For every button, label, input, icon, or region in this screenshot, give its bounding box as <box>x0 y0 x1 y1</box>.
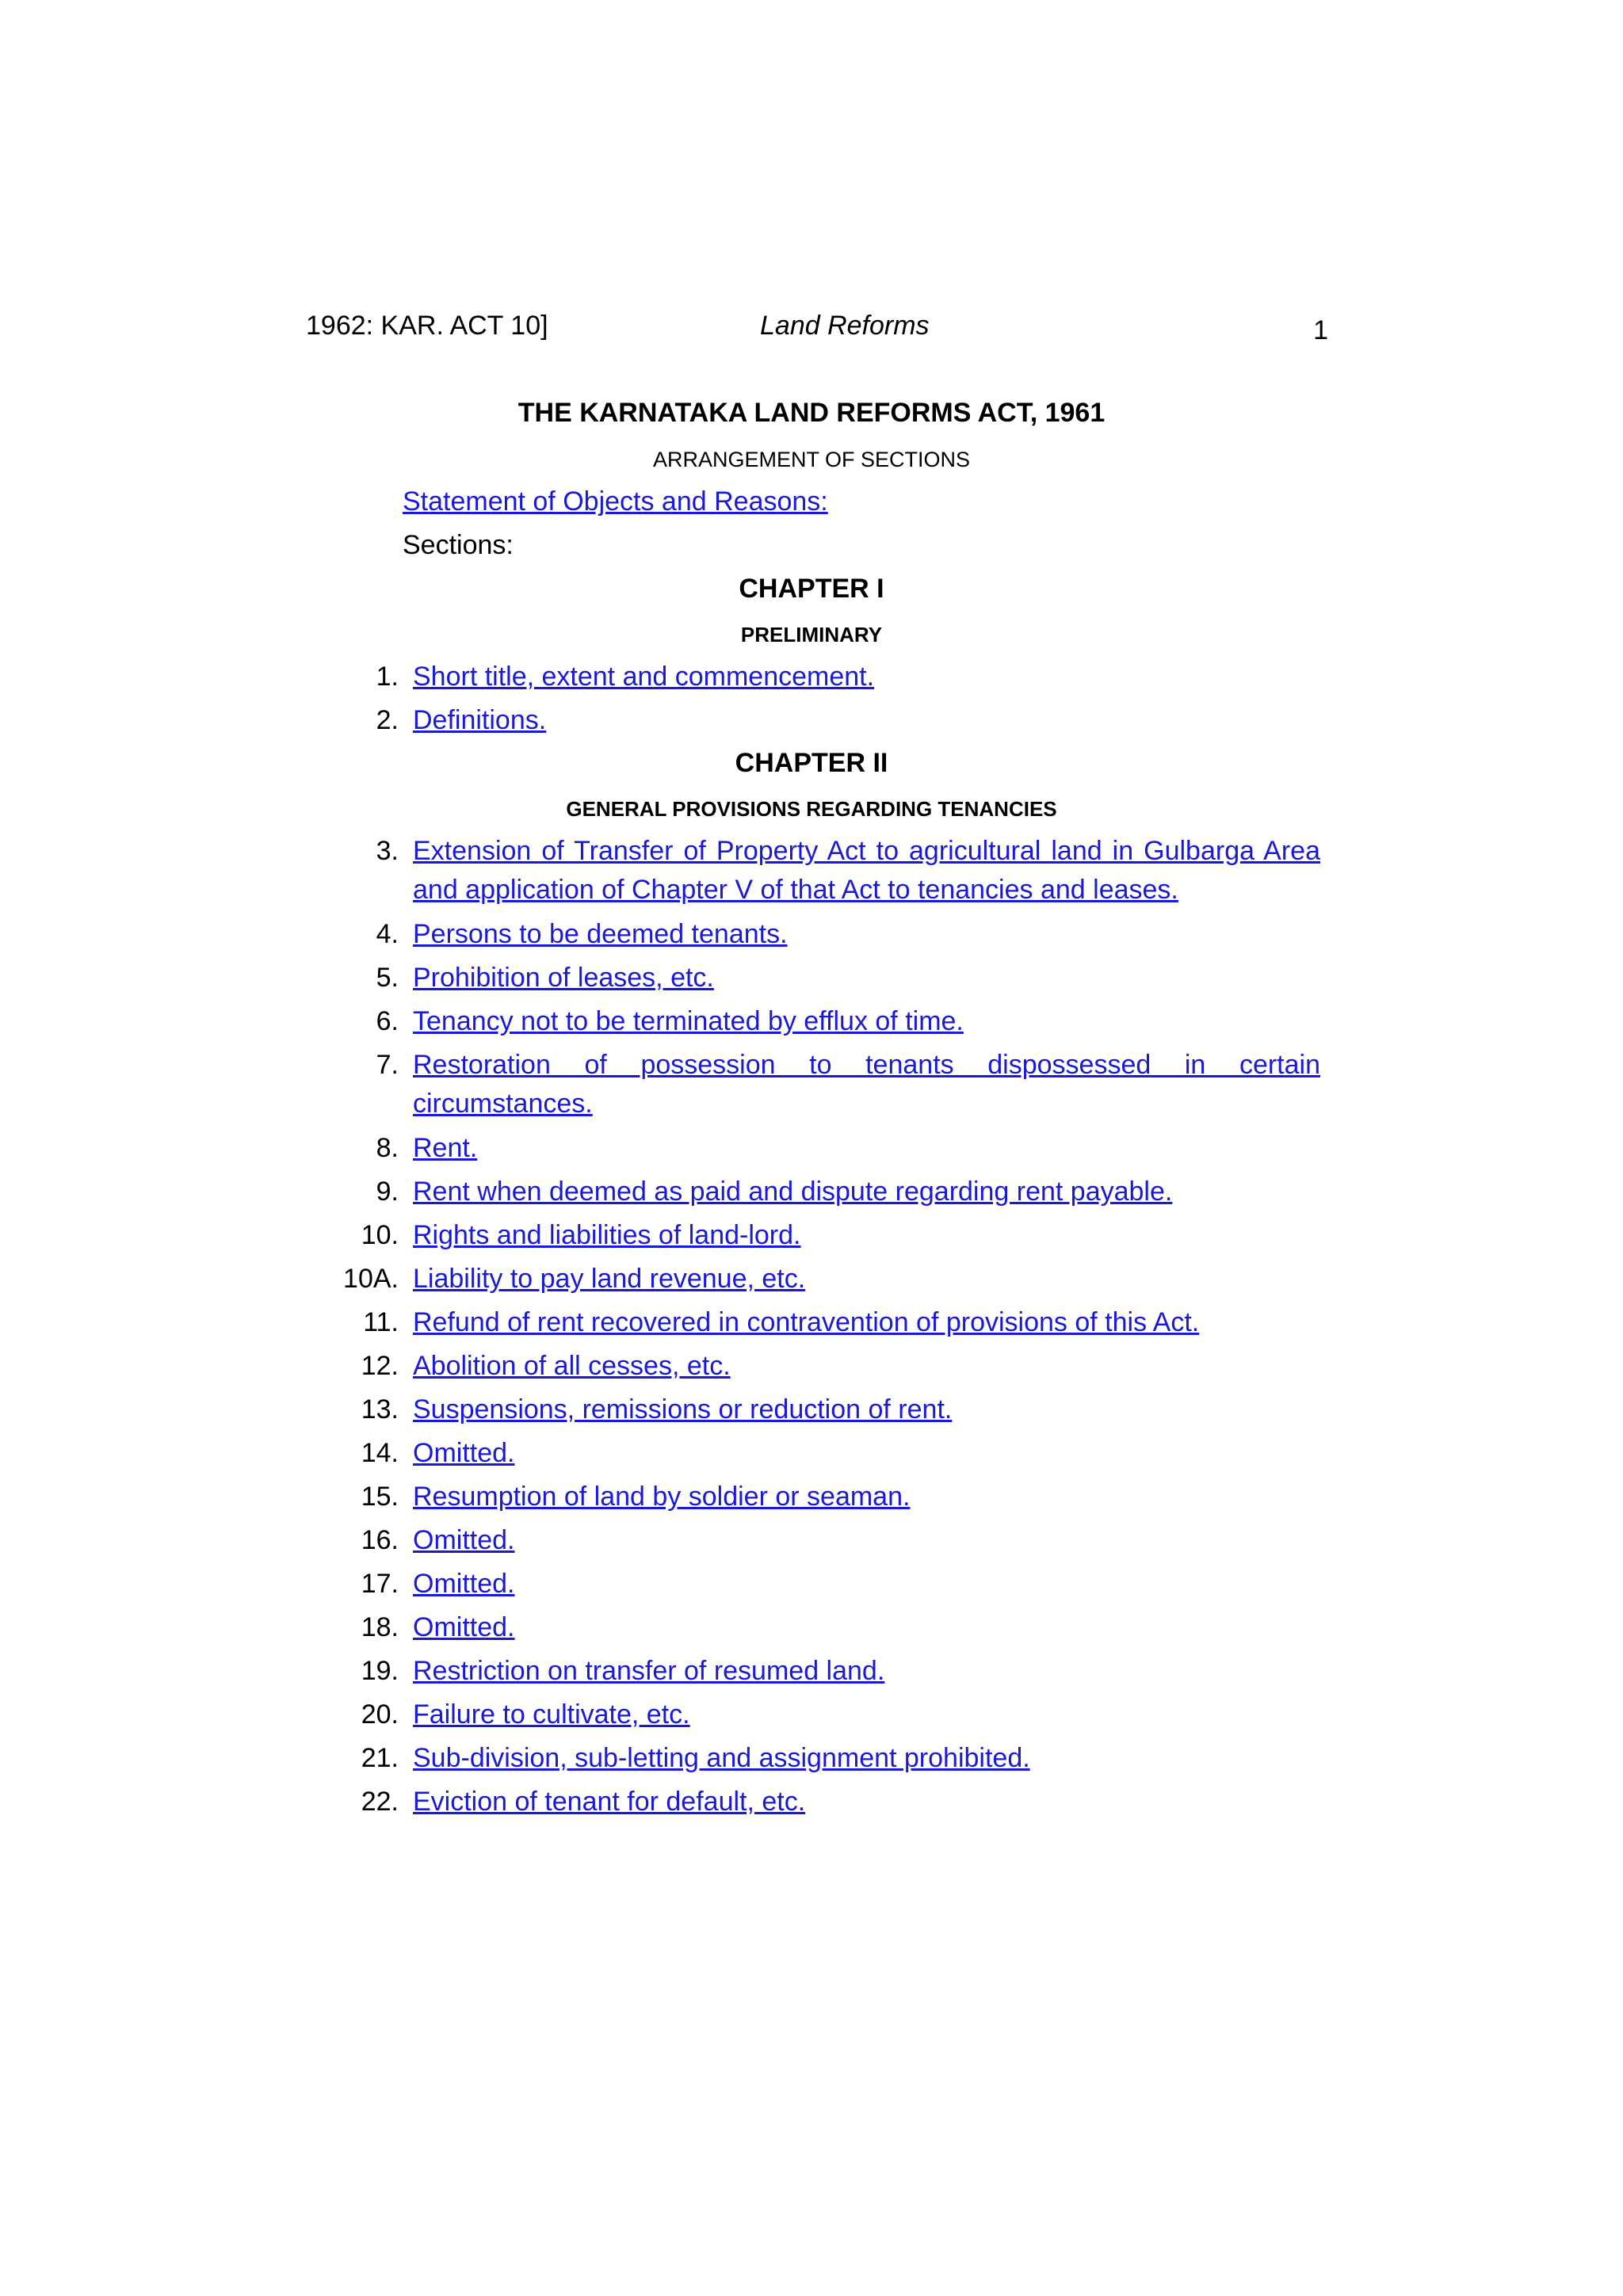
section-link[interactable]: Tenancy not to be terminated by efflux of time. <box>413 1006 964 1036</box>
header-act-reference: 1962: KAR. ACT 10] <box>306 311 548 341</box>
page-number: 1 <box>1313 315 1328 345</box>
chapter-1-heading: CHAPTER I <box>739 574 884 604</box>
section-link[interactable]: Eviction of tenant for default, etc. <box>413 1787 806 1817</box>
section-number: 6. <box>376 1006 399 1036</box>
section-link[interactable]: Sub-division, sub-letting and assignment prohibited. <box>413 1743 1030 1773</box>
section-link[interactable]: Omitted. <box>413 1438 515 1468</box>
section-number: 9. <box>376 1177 399 1207</box>
document-subtitle: ARRANGEMENT OF SECTIONS <box>652 448 971 471</box>
section-number: 15. <box>361 1482 399 1512</box>
section-link[interactable]: Extension of Transfer of Property Act to agricultural land in Gulbarga Area and application of Chapter V of that Act to tenancies and leases. <box>413 836 1320 905</box>
section-number: 14. <box>361 1438 399 1468</box>
section-number: 2. <box>376 705 399 735</box>
section-link[interactable]: Liability to pay land revenue, etc. <box>413 1264 806 1294</box>
section-link[interactable]: Short title, extent and commencement. <box>413 662 875 692</box>
section-number: 20. <box>361 1699 399 1730</box>
section-link[interactable]: Suspensions, remissions or reduction of rent. <box>413 1394 953 1425</box>
page-header <box>306 311 1328 350</box>
section-number: 3. <box>376 836 399 866</box>
header-running-title: Land Reforms <box>760 311 930 341</box>
section-number: 4. <box>376 919 399 949</box>
section-number: 13. <box>361 1394 399 1425</box>
section-number: 11. <box>363 1307 399 1337</box>
section-link[interactable]: Rights and liabilities of land-lord. <box>413 1220 801 1250</box>
section-link[interactable]: Rent. <box>413 1133 478 1163</box>
section-link[interactable]: Persons to be deemed tenants. <box>413 919 788 949</box>
section-link[interactable]: Refund of rent recovered in contravention of provisions of this Act. <box>413 1307 1200 1337</box>
section-link[interactable]: Resumption of land by soldier or seaman. <box>413 1482 911 1512</box>
section-link[interactable]: Omitted. <box>413 1569 515 1599</box>
section-number: 16. <box>361 1525 399 1555</box>
section-number: 1. <box>376 662 399 692</box>
section-link[interactable]: Rent when deemed as paid and dispute regarding rent payable. <box>413 1177 1173 1207</box>
section-number: 10A. <box>343 1264 399 1294</box>
section-link[interactable]: Failure to cultivate, etc. <box>413 1699 690 1730</box>
chapter-2-heading: CHAPTER II <box>735 748 888 778</box>
section-link[interactable]: Omitted. <box>413 1612 515 1642</box>
document-title: THE KARNATAKA LAND REFORMS ACT, 1961 <box>517 398 1106 428</box>
section-link[interactable]: Abolition of all cesses, etc. <box>413 1351 731 1381</box>
section-link[interactable]: Omitted. <box>413 1525 515 1555</box>
section-number: 21. <box>361 1743 399 1773</box>
section-number: 7. <box>376 1050 399 1080</box>
section-link[interactable]: Restoration of possession to tenants dispossessed in certain circumstances. <box>413 1050 1320 1119</box>
statement-of-objects-link[interactable]: Statement of Objects and Reasons: <box>403 486 828 517</box>
section-number: 10. <box>361 1220 399 1250</box>
section-number: 18. <box>361 1612 399 1642</box>
chapter-1-subheading: PRELIMINARY <box>740 623 883 646</box>
section-number: 22. <box>361 1787 399 1817</box>
section-number: 12. <box>361 1351 399 1381</box>
section-link[interactable]: Definitions. <box>413 705 547 735</box>
section-number: 5. <box>376 963 399 993</box>
sections-label: Sections: <box>403 530 514 560</box>
chapter-2-subheading: GENERAL PROVISIONS REGARDING TENANCIES <box>566 797 1057 821</box>
section-link[interactable]: Prohibition of leases, etc. <box>413 963 714 993</box>
section-link[interactable]: Restriction on transfer of resumed land. <box>413 1656 885 1686</box>
section-number: 19. <box>361 1656 399 1686</box>
section-number: 17. <box>361 1569 399 1599</box>
section-number: 8. <box>376 1133 399 1163</box>
